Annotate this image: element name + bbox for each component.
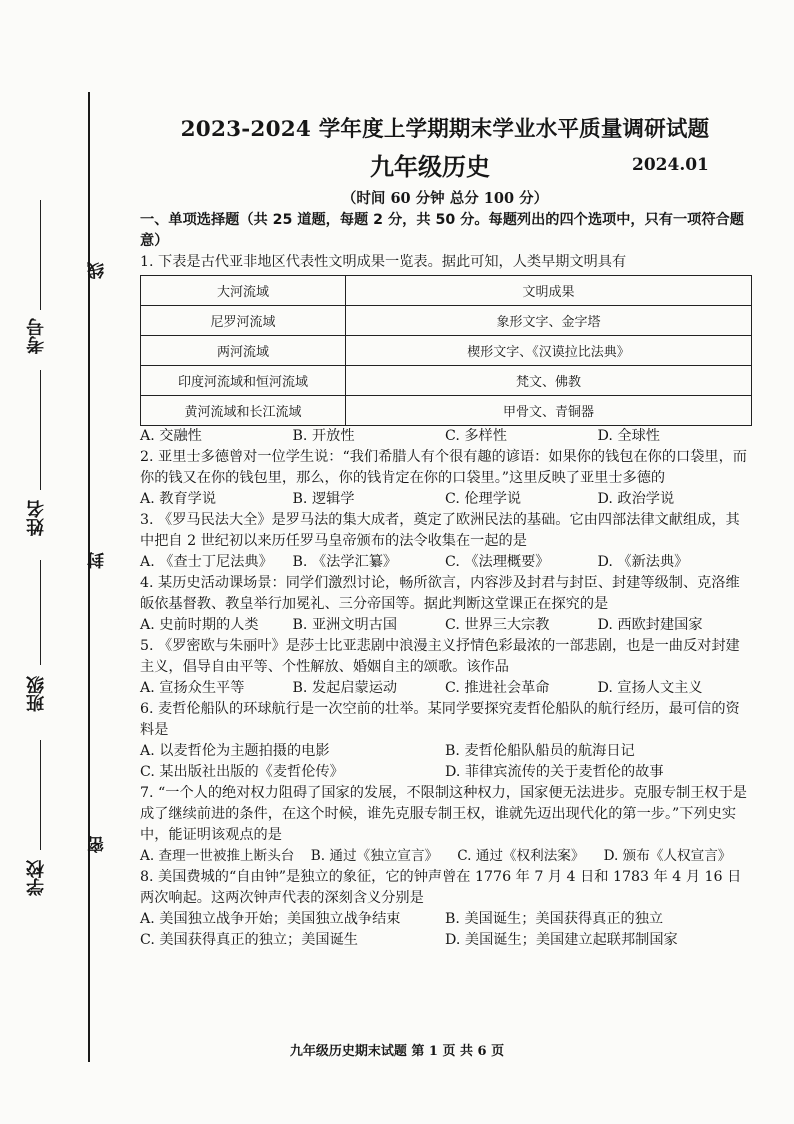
exam-date: 2024.01 — [632, 155, 709, 175]
question-8-options-cd — [140, 930, 750, 951]
page-footer: 九年级历史期末试题 第 1 页 共 6 页 — [289, 1044, 505, 1059]
option-b[interactable]: B. 逻辑学 — [292, 491, 355, 507]
option-c[interactable]: C. 美国获得真正的独立；美国诞生 — [140, 932, 358, 948]
table-cell: 梵文、佛教 — [346, 366, 752, 396]
question-3: 3. 《罗马民法大全》是罗马法的集大成者，奠定了欧洲民法的基础。它由四部法律文献组成，其中把自 2 世纪初以来历任罗马皇帝颁布的法令收集在一起的是 — [140, 512, 740, 549]
table-header-row — [141, 276, 752, 306]
option-c[interactable]: C. 某出版社出版的《麦哲伦传》 — [140, 764, 344, 780]
table-header: 大河流域 — [141, 276, 346, 306]
option-c[interactable]: C. 通过《权利法案》 — [457, 848, 585, 864]
question-8: 8. 美国费城的“自由钟”是独立的象征，它的钟声曾在 1776 年 7 月 4 日和 1783 年 4 月 16 日两次响起。这两次钟声代表的深刻含义分别是 — [140, 869, 742, 906]
class-label: 班级 — [26, 676, 47, 712]
option-d[interactable]: D. 美国诞生；美国建立起联邦制国家 — [445, 932, 678, 948]
section-heading: 一、单项选择题（共 25 道题，每题 2 分，共 50 分。每题列出的四个选项中，只有一项符合题意） — [140, 212, 744, 249]
question-7: 7. “一个人的绝对权力阻碍了国家的发展，不限制这种权力，国家便无法进步。克服专制王权于是成了继续前进的条件，在这个时候，谁先克服专制王权，谁就先迈出现代化的第一步。”下列史实中，能证明该观点的是 — [140, 785, 747, 843]
class-underline — [40, 560, 41, 665]
question-6: 6. 麦哲伦船队的环球航行是一次空前的壮举。某同学要探究麦哲伦船队的航行经历，最可信的资料是 — [140, 701, 740, 738]
table-cell: 黄河流域和长江流域 — [141, 396, 346, 426]
option-a[interactable]: A. 交融性 — [140, 428, 202, 444]
table-row — [141, 306, 752, 336]
exam-content — [140, 112, 750, 951]
question-5: 5. 《罗密欧与朱丽叶》是莎士比亚悲剧中浪漫主义抒情色彩最浓的一部悲剧，也是一曲反对封建主义，倡导自由平等、个性解放、婚姻自主的颂歌。该作品 — [140, 638, 740, 675]
civilization-table — [140, 275, 752, 426]
binding-line — [88, 92, 90, 1062]
option-b[interactable]: B. 发起启蒙运动 — [292, 680, 398, 696]
question-5-options — [140, 678, 750, 699]
option-d[interactable]: D. 菲律宾流传的关于麦哲伦的故事 — [445, 764, 664, 780]
option-b[interactable]: B. 开放性 — [292, 428, 355, 444]
question-2-options — [140, 489, 750, 510]
option-b[interactable]: B. 亚洲文明古国 — [292, 617, 398, 633]
option-d[interactable]: D. 《新法典》 — [597, 554, 689, 570]
name-underline — [40, 370, 41, 490]
table-cell: 象形文字、金字塔 — [346, 306, 752, 336]
option-d[interactable]: D. 西欧封建国家 — [597, 617, 703, 633]
table-row — [141, 366, 752, 396]
question-7-options — [140, 846, 750, 867]
question-2: 2. 亚里士多德曾对一位学生说：“我们希腊人有个很有趣的谚语：如果你的钱包在你的口袋里，而你的钱又在你的钱包里，那么，你的钱肯定在你的口袋里。”这里反映了亚里士多德的 — [140, 449, 747, 486]
table-cell: 印度河流域和恒河流域 — [141, 366, 346, 396]
table-cell: 甲骨文、青铜器 — [346, 396, 752, 426]
option-c[interactable]: C. 世界三大宗教 — [445, 617, 550, 633]
table-cell: 楔形文字、《汉谟拉比法典》 — [346, 336, 752, 366]
subject: 九年级历史 — [370, 152, 490, 181]
option-d[interactable]: D. 政治学说 — [597, 491, 675, 507]
time-info: （时间 60 分钟 总分 100 分） — [341, 190, 549, 207]
option-a[interactable]: A. 《查士丁尼法典》 — [140, 554, 273, 570]
subject-row — [140, 143, 750, 183]
option-c[interactable]: C. 伦理学说 — [445, 491, 522, 507]
school-underline — [40, 740, 41, 850]
name-label: 姓名 — [26, 500, 47, 536]
option-b[interactable]: B. 《法学汇纂》 — [292, 554, 398, 570]
option-d[interactable]: D. 颁布《人权宣言》 — [603, 848, 732, 864]
exam-no-underline — [40, 200, 41, 310]
mark-secret: 密 — [88, 836, 108, 853]
option-a[interactable]: A. 美国独立战争开始；美国独立战争结束 — [140, 911, 401, 927]
exam-no-label: 考号 — [26, 318, 47, 354]
table-cell: 两河流域 — [141, 336, 346, 366]
question-8-options-ab — [140, 909, 750, 930]
option-b[interactable]: B. 美国诞生；美国获得真正的独立 — [445, 911, 664, 927]
question-1: 1. 下表是古代亚非地区代表性文明成果一览表。据此可知，人类早期文明具有 — [140, 254, 627, 270]
question-4-options — [140, 615, 750, 636]
exam-title: 2023-2024 学年度上学期期末学业水平质量调研试题 — [180, 117, 710, 142]
table-header: 文明成果 — [346, 276, 752, 306]
option-c[interactable]: C. 多样性 — [445, 428, 507, 444]
option-a[interactable]: A. 宣扬众生平等 — [140, 680, 245, 696]
school-label: 学校 — [26, 860, 47, 896]
option-b[interactable]: B. 麦哲伦船队船员的航海日记 — [445, 743, 635, 759]
question-3-options — [140, 552, 750, 573]
option-a[interactable]: A. 查理一世被推上断头台 — [140, 848, 295, 864]
question-6-options-cd — [140, 762, 750, 783]
mark-seal: 封 — [88, 552, 108, 569]
table-cell: 尼罗河流域 — [141, 306, 346, 336]
option-d[interactable]: D. 宣扬人文主义 — [597, 680, 703, 696]
option-a[interactable]: A. 史前时期的人类 — [140, 617, 259, 633]
question-1-options — [140, 426, 750, 447]
question-4: 4. 某历史活动课场景：同学们激烈讨论，畅所欲言，内容涉及封君与封臣、封建等级制、克洛维皈依基督教、教皇举行加冕礼、三分帝国等。据此判断这堂课正在探究的是 — [140, 575, 740, 612]
option-c[interactable]: C. 推进社会革命 — [445, 680, 550, 696]
option-d[interactable]: D. 全球性 — [597, 428, 660, 444]
table-row — [141, 396, 752, 426]
option-b[interactable]: B. 通过《独立宣言》 — [310, 848, 439, 864]
question-6-options-ab — [140, 741, 750, 762]
option-a[interactable]: A. 以麦哲伦为主题拍摄的电影 — [140, 743, 330, 759]
table-row — [141, 336, 752, 366]
option-c[interactable]: C. 《法理概要》 — [445, 554, 550, 570]
mark-line: 线 — [88, 262, 108, 279]
option-a[interactable]: A. 教育学说 — [140, 491, 217, 507]
